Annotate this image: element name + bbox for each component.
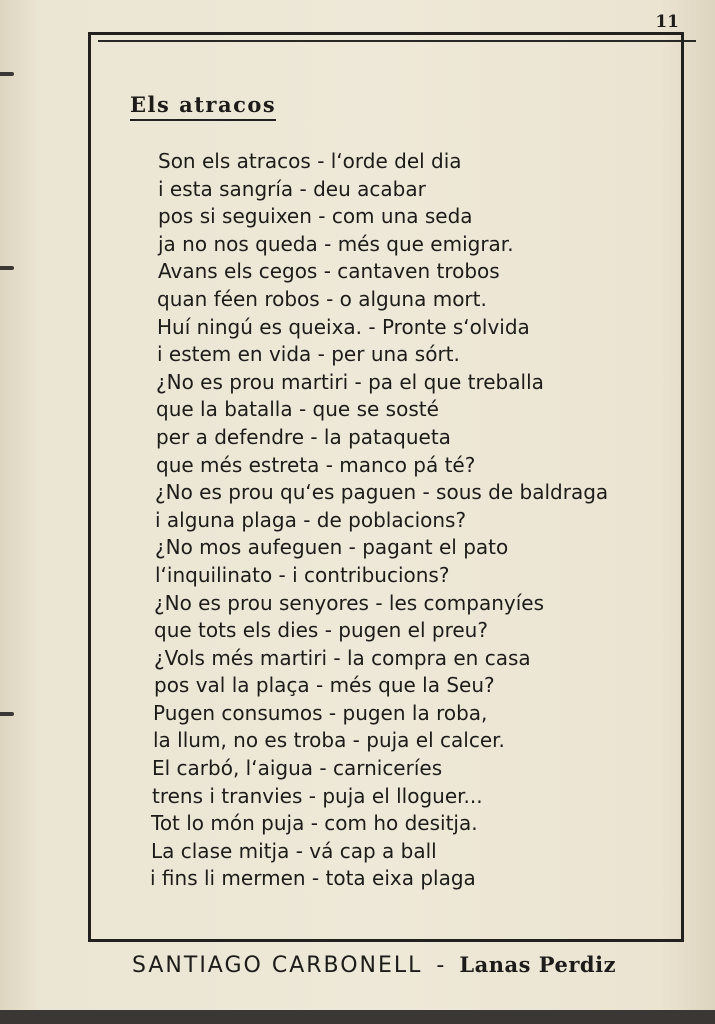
poem-line: i alguna plaga - de poblacions?: [155, 507, 467, 532]
poem-line: El carbó, l‘aigua - carniceríes: [152, 756, 443, 781]
poem-line: l‘inquilinato - i contribucions?: [155, 562, 450, 587]
poem-line: ¿No mos aufeguen - pagant el pato: [155, 535, 509, 560]
poem-line: ja no nos queda - més que emigrar.: [158, 231, 514, 256]
poem-title: Els atracos: [130, 92, 276, 121]
poem-line: Son els atracos - l‘orde del dia: [158, 149, 462, 173]
binding-hole: [0, 712, 14, 716]
poem-line: Huí ningú es queixa. - Pronte s‘olvida: [157, 314, 530, 339]
poem-line: que més estreta - manco pá té?: [156, 452, 476, 477]
poem-line: que la batalla - que se sosté: [156, 397, 439, 422]
poem-line: i fins li mermen - tota eixa plaga: [150, 866, 476, 891]
poem-line: La clase mitja - vá cap a ball: [151, 838, 437, 863]
poem-line: pos si seguixen - com una seda: [158, 204, 473, 229]
poem-line: i estem en vida - per una sórt.: [157, 342, 460, 367]
scan-bottom-edge: [0, 1010, 715, 1024]
brand-name: Lanas Perdiz: [459, 952, 616, 977]
advertiser-name: SANTIAGO CARBONELL: [132, 953, 423, 978]
poem-line: quan féen robos - o alguna mort.: [157, 286, 487, 311]
advertisement-footer: [132, 952, 616, 978]
page-number: 11: [655, 12, 679, 32]
poem-line: Pugen consumos - pugen la roba,: [153, 700, 488, 725]
binding-hole: [0, 266, 14, 270]
poem-line: ¿No es prou qu‘es paguen - sous de baldraga: [155, 480, 609, 505]
poem-line: trens i tranvies - puja el lloguer...: [152, 783, 483, 808]
binding-hole: [0, 72, 14, 76]
poem-line: ¿No es prou senyores - les companyíes: [154, 590, 545, 615]
poem-line: pos val la plaça - més que la Seu?: [154, 673, 495, 698]
poem-body: [150, 148, 670, 893]
footer-separator: -: [436, 953, 446, 978]
poem-line: Tot lo món puja - com ho desitja.: [151, 811, 478, 836]
poem-line: ¿Vols més martiri - la compra en casa: [154, 645, 531, 670]
poem-line: Avans els cegos - cantaven trobos: [158, 259, 500, 284]
poem-line: ¿No es prou martiri - pa el que treballa: [156, 369, 544, 394]
poem-line: que tots els dies - pugen el preu?: [154, 618, 488, 643]
poem-line: la llum, no es troba - puja el calcer.: [153, 728, 505, 753]
poem-line: i esta sangría - deu acabar: [158, 176, 426, 201]
poem-line: per a defendre - la pataqueta: [156, 424, 451, 449]
